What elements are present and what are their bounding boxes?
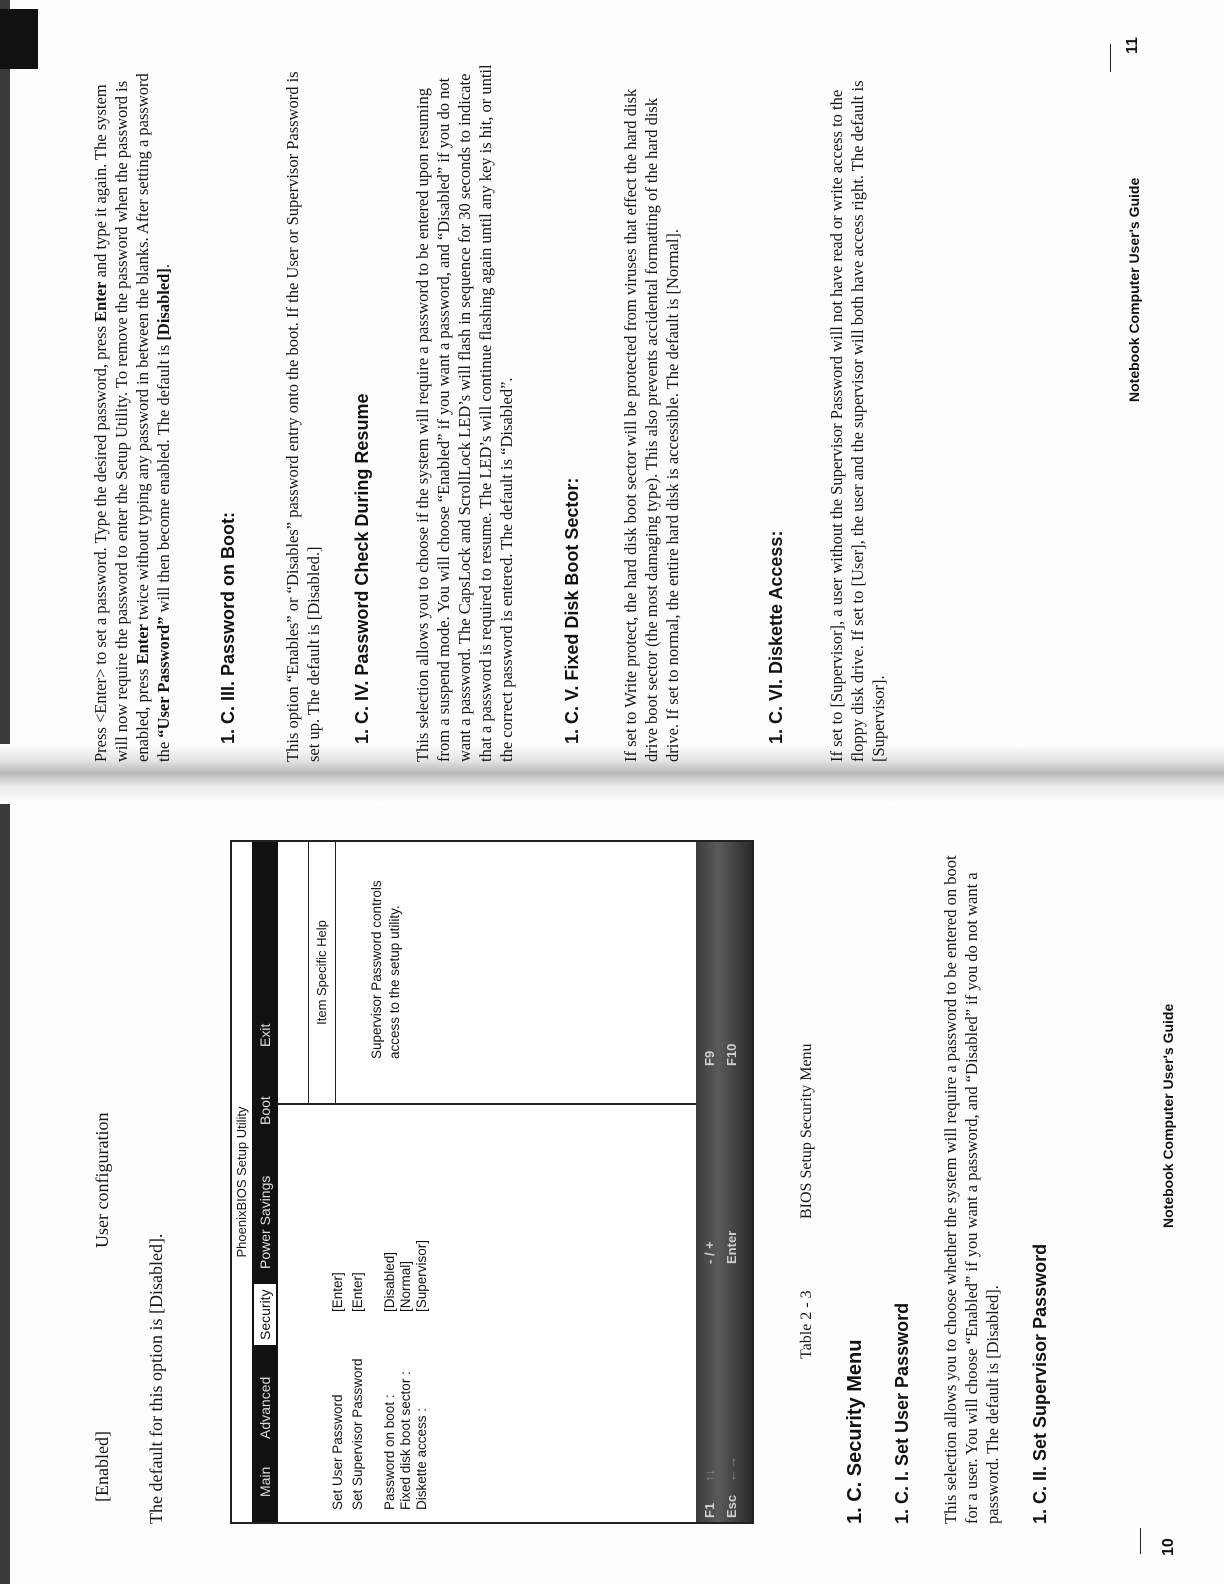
paragraph-fixed-disk-boot-sector: If set to Write protect, the hard disk boot sector will be protected from viruses that effect the hard disk drive boot sector (the most damaging type). This also prevents accidental formatting of the hard disk drive. If set to normal, the entire hard disk is accessible. The default is [Normal]. [621, 88, 682, 762]
heading-set-supervisor-password: 1. C. II. Set Supervisor Password [1030, 1243, 1050, 1524]
paragraph-password-check-resume: This selection allows you to choose if the system will require a password to be entered upon resuming from a suspend mode. You will choose “Enabled” if you want a password, and “Disabled” if you do not want a password. The CapsLock and ScrollLock LED’s will flash in sequence for 30 seconds to indicate that a password is required to resume. The LED’s will continue flashing again until any key is hit, or until the correct password is entered. The default is “Disabled”. [413, 64, 516, 762]
bios-menu-exit[interactable]: Exit [257, 1023, 273, 1047]
heading-set-user-password: 1. C. I. Set User Password [892, 1302, 912, 1524]
setting-label-set-supervisor-password[interactable]: Set Supervisor Password [350, 1358, 365, 1510]
key-f1: F1 [702, 1502, 717, 1518]
setting-value-diskette-access[interactable]: [Supervisor] [414, 1239, 429, 1312]
bios-menu-main[interactable]: Main [257, 1466, 273, 1497]
book-gutter [0, 744, 1224, 804]
setting-label-password-on-boot[interactable]: Password on boot : [382, 1394, 397, 1510]
default-line: The default for this option is [Disabled]. [146, 1233, 166, 1524]
paragraph-diskette-access: If set to [Supervisor], a user without the Supervisor Password will not have read or write access to the floppy disk drive. If set to [User], the user and the supervisor will both have access right. The default is [Supervisor]. [827, 80, 888, 762]
paragraph-password-intro: Press <Enter> to set a password. Type the desired password, press Enter and type it again. The system will now require the password to enter the Setup Utility. To remove the password when the password is enabled, press Enter twice without typing any password in between the blanks. After setting a password the “User Password” will then become enabled. The default is [Disabled]. [91, 73, 173, 762]
bios-menu-bar [252, 842, 278, 1522]
item-specific-help-panel [278, 842, 696, 1105]
enabled-option-label: [Enabled] [92, 1431, 112, 1502]
left-page-footer: Notebook Computer User's Guide [1160, 1003, 1176, 1228]
key-minus-plus: - / + [702, 1241, 717, 1264]
key-enter: Enter [724, 1230, 739, 1264]
heading-fixed-disk-boot-sector: 1. C. V. Fixed Disk Boot Sector: [562, 477, 582, 744]
setting-value-password-on-boot[interactable]: [Disabled] [382, 1251, 397, 1312]
enabled-option-description: User configuration [92, 1112, 112, 1248]
right-footer-rule [1110, 44, 1111, 72]
paragraph-password-on-boot: This option “Enables” or “Disables” password entry onto the boot. If the User or Supervisor Password is set up. The default is [Disabled.] [283, 71, 323, 762]
setting-label-diskette-access[interactable]: Diskette access : [414, 1407, 429, 1510]
table-caption-number: Table 2 - 3 [798, 1290, 815, 1359]
help-panel-text: Supervisor Password controls access to the setup utility. [369, 880, 402, 1059]
key-f9: F9 [702, 1050, 717, 1066]
heading-password-check-resume: 1. C. IV. Password Check During Resume [352, 393, 372, 744]
key-arrows-up-down: ↑↓ [702, 1469, 717, 1482]
key-f10: F10 [724, 1043, 739, 1066]
bios-setup-screen [230, 840, 754, 1524]
heading-password-on-boot: 1. C. III. Password on Boot: [218, 511, 238, 744]
setting-value-set-user-password[interactable]: [Enter] [330, 1272, 345, 1312]
table-caption-text: BIOS Setup Security Menu [798, 1043, 815, 1219]
paragraph-set-user-password: This selection allows you to choose whether the system will require a password to be entered on boot for a user. You will choose “Enabled” if you want a password, and “Disabled” if you do not want a password. The default is [Disabled]. [941, 855, 1002, 1524]
setting-value-fixed-disk-boot-sector[interactable]: [Normal] [398, 1260, 413, 1312]
heading-diskette-access: 1. C. VI. Diskette Access: [766, 530, 786, 744]
bios-menu-security[interactable]: Security [253, 1283, 277, 1346]
right-page-number: 11 [1124, 37, 1141, 54]
bios-key-legend [696, 842, 752, 1522]
left-footer-rule [1140, 1528, 1141, 1554]
left-page-number: 10 [1160, 1538, 1177, 1556]
setting-value-set-supervisor-password[interactable]: [Enter] [350, 1272, 365, 1312]
heading-security-menu: 1. C. Security Menu [844, 1339, 866, 1524]
bios-menu-advanced[interactable]: Advanced [257, 1376, 273, 1439]
key-esc: Esc [724, 1494, 739, 1518]
bios-title-bar: PhoenixBIOS Setup Utility [232, 842, 253, 1522]
bios-menu-boot[interactable]: Boot [257, 1096, 273, 1125]
setting-label-set-user-password[interactable]: Set User Password [330, 1394, 345, 1510]
thumb-tab-marker [0, 9, 38, 69]
right-page-footer: Notebook Computer User's Guide [1126, 177, 1142, 402]
bios-menu-power-savings[interactable]: Power Savings [257, 1175, 273, 1269]
key-arrows-left-right: ←→ [724, 1456, 739, 1482]
help-panel-heading: Item Specific Help [308, 842, 336, 1103]
setting-label-fixed-disk-boot-sector[interactable]: Fixed disk boot sector : [398, 1371, 413, 1510]
